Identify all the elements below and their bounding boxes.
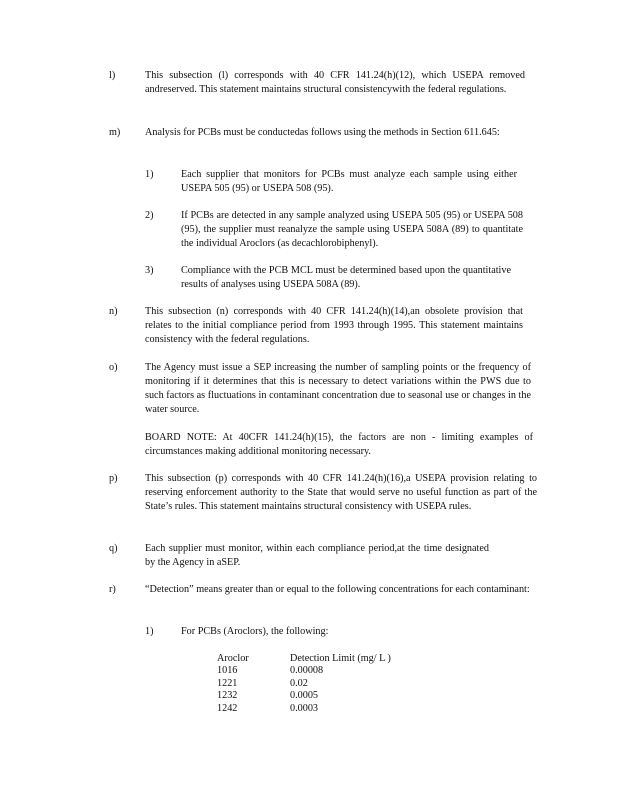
detection-limit-cell: 0.0003 — [290, 702, 319, 714]
table-row — [217, 690, 391, 702]
table-header-row — [217, 653, 391, 665]
paragraph-m3: Compliance with the PCB MCL must be determined based upon the quantitative results of analyses using USEPA 508A (89). — [181, 265, 511, 290]
board-note: BOARD NOTE: At 40CFR 141.24(h)(15), the factors are non - limiting examples of circumstances making additional monitoring necessary. — [145, 432, 533, 457]
column-header-detection-limit: Detection Limit (mg/ L ) — [290, 653, 391, 664]
item-label-m3: 3) — [145, 265, 154, 276]
item-label-m1: 1) — [145, 169, 154, 180]
table-row — [217, 678, 391, 690]
detection-limit-cell: 0.02 — [290, 677, 308, 689]
detection-limit-table — [217, 653, 391, 715]
paragraph-r: “Detection” means greater than or equal to the following concentrations for each contaminant: — [145, 584, 530, 595]
item-label-r: r) — [109, 584, 116, 595]
paragraph-l: This subsection (l) corresponds with 40 CFR 141.24(h)(12), which USEPA removed andreserved. This statement maintains structural consistencywith the federal regulations. — [145, 70, 525, 95]
aroclor-cell: 1242 — [217, 702, 238, 714]
paragraph-m2: If PCBs are detected in any sample analyzed using USEPA 505 (95) or USEPA 508 (95), the supplier must reanalyze the sample using USEPA 508A (89) to quantitate the individual Aroclors (as decachlorobiphenyl). — [181, 210, 523, 249]
paragraph-n: This subsection (n) corresponds with 40 CFR 141.24(h)(14),an obsolete provision that relates to the initial compliance period from 1993 through 1995. This statement maintains consistency with the federal regulations. — [145, 306, 523, 345]
table-row — [217, 703, 391, 715]
detection-limit-cell: 0.00008 — [290, 665, 324, 677]
item-label-q: q) — [109, 543, 118, 554]
detection-limit-cell: 0.0005 — [290, 690, 319, 702]
paragraph-r1: For PCBs (Aroclors), the following: — [181, 626, 329, 637]
paragraph-m: Analysis for PCBs must be conductedas follows using the methods in Section 611.645: — [145, 127, 500, 138]
item-label-l: l) — [109, 70, 116, 81]
paragraph-p: This subsection (p) corresponds with 40 CFR 141.24(h)(16),a USEPA provision relating to reserving enforcement authority to the State that would serve no useful function as part of the State’s rules. This statement maintains structural consistency with USEPA rules. — [145, 473, 537, 512]
item-label-r1: 1) — [145, 626, 154, 637]
paragraph-q: Each supplier must monitor, within each compliance period,at the time designated by the Agency in aSEP. — [145, 543, 489, 568]
aroclor-cell: 1232 — [217, 690, 238, 702]
paragraph-m1: Each supplier that monitors for PCBs must analyze each sample using either USEPA 505 (95) or USEPA 508 (95). — [181, 169, 517, 194]
item-label-m2: 2) — [145, 210, 154, 221]
column-header-aroclor: Aroclor — [217, 653, 249, 664]
item-label-n: n) — [109, 306, 118, 317]
item-label-o: o) — [109, 362, 118, 373]
item-label-p: p) — [109, 473, 118, 484]
table-row — [217, 665, 391, 677]
aroclor-cell: 1016 — [217, 665, 238, 677]
aroclor-cell: 1221 — [217, 677, 238, 689]
item-label-m: m) — [109, 127, 121, 138]
paragraph-o: The Agency must issue a SEP increasing the number of sampling points or the frequency of monitoring if it determines that this is necessary to detect variations within the PWS due to such factors as fluctuations in contaminant concentration due to seasonal use or changes in the water source. — [145, 362, 531, 415]
